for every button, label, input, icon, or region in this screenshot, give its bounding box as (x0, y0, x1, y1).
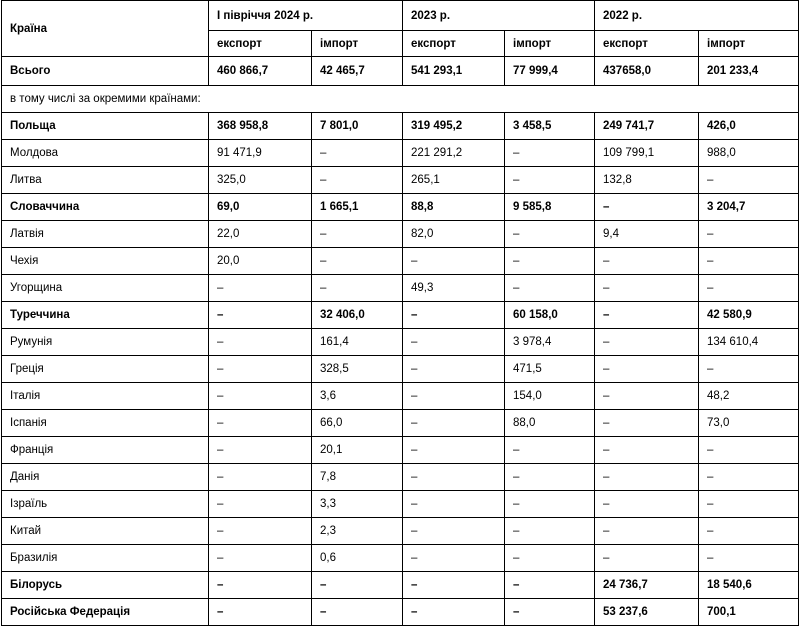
value-cell: – (312, 572, 403, 599)
value-cell: – (403, 410, 505, 437)
value-cell: 9 585,8 (505, 194, 595, 221)
value-cell: 249 741,7 (595, 113, 699, 140)
subtitle-row (2, 86, 799, 113)
value-cell: 69,0 (209, 194, 312, 221)
value-cell: 73,0 (699, 410, 799, 437)
value-cell: 3,3 (312, 491, 403, 518)
value-cell: – (505, 275, 595, 302)
value-cell: 700,1 (699, 599, 799, 626)
value-cell: – (403, 383, 505, 410)
value-cell: – (505, 248, 595, 275)
value-cell: – (209, 275, 312, 302)
value-cell: 471,5 (505, 356, 595, 383)
table-body (2, 1, 799, 626)
table-row (2, 545, 799, 572)
value-cell: – (312, 167, 403, 194)
country-cell: Франція (2, 437, 209, 464)
value-cell: – (209, 437, 312, 464)
import-header: імпорт (505, 31, 595, 57)
value-cell: – (312, 599, 403, 626)
value-cell: 91 471,9 (209, 140, 312, 167)
value-cell: – (209, 599, 312, 626)
value-cell: – (312, 248, 403, 275)
value-cell: 49,3 (403, 275, 505, 302)
value-cell: 3 204,7 (699, 194, 799, 221)
country-column-header: Країна (2, 1, 209, 57)
value-cell: – (699, 464, 799, 491)
country-cell: Угорщина (2, 275, 209, 302)
country-cell: Данія (2, 464, 209, 491)
value-cell: 66,0 (312, 410, 403, 437)
total-value: 201 233,4 (699, 57, 799, 86)
country-cell: Ізраїль (2, 491, 209, 518)
table-row (2, 194, 799, 221)
value-cell: 426,0 (699, 113, 799, 140)
value-cell: – (595, 383, 699, 410)
value-cell: – (505, 221, 595, 248)
table-row (2, 275, 799, 302)
value-cell: 328,5 (312, 356, 403, 383)
value-cell: 2,3 (312, 518, 403, 545)
country-cell: Румунія (2, 329, 209, 356)
value-cell: – (699, 167, 799, 194)
country-cell: Латвія (2, 221, 209, 248)
trade-table (1, 0, 799, 626)
value-cell: 109 799,1 (595, 140, 699, 167)
value-cell: – (505, 167, 595, 194)
value-cell: – (403, 572, 505, 599)
value-cell: 20,0 (209, 248, 312, 275)
value-cell: 161,4 (312, 329, 403, 356)
export-header: експорт (403, 31, 505, 57)
value-cell: 319 495,2 (403, 113, 505, 140)
country-cell: Чехія (2, 248, 209, 275)
value-cell: – (403, 356, 505, 383)
value-cell: – (595, 437, 699, 464)
table-row (2, 221, 799, 248)
country-cell: Іспанія (2, 410, 209, 437)
country-cell: Китай (2, 518, 209, 545)
import-header: імпорт (312, 31, 403, 57)
value-cell: 3,6 (312, 383, 403, 410)
value-cell: – (505, 491, 595, 518)
table-row (2, 302, 799, 329)
value-cell: – (403, 518, 505, 545)
value-cell: – (595, 464, 699, 491)
country-cell: Білорусь (2, 572, 209, 599)
value-cell: – (209, 491, 312, 518)
table-row (2, 410, 799, 437)
country-cell: Туреччина (2, 302, 209, 329)
value-cell: 325,0 (209, 167, 312, 194)
value-cell: – (595, 275, 699, 302)
table-row (2, 356, 799, 383)
value-cell: 18 540,6 (699, 572, 799, 599)
value-cell: – (595, 518, 699, 545)
value-cell: – (699, 545, 799, 572)
value-cell: 82,0 (403, 221, 505, 248)
import-header: імпорт (699, 31, 799, 57)
value-cell: – (312, 221, 403, 248)
value-cell: 1 665,1 (312, 194, 403, 221)
value-cell: 988,0 (699, 140, 799, 167)
country-cell: Бразилія (2, 545, 209, 572)
value-cell: – (595, 356, 699, 383)
value-cell: – (209, 329, 312, 356)
value-cell: – (209, 410, 312, 437)
total-row (2, 57, 799, 86)
value-cell: – (209, 302, 312, 329)
table-row (2, 329, 799, 356)
table-row (2, 572, 799, 599)
value-cell: 32 406,0 (312, 302, 403, 329)
value-cell: 22,0 (209, 221, 312, 248)
value-cell: 60 158,0 (505, 302, 595, 329)
value-cell: 154,0 (505, 383, 595, 410)
table-row (2, 383, 799, 410)
value-cell: 3 458,5 (505, 113, 595, 140)
export-header: експорт (209, 31, 312, 57)
value-cell: 3 978,4 (505, 329, 595, 356)
country-cell: Італія (2, 383, 209, 410)
value-cell: – (505, 599, 595, 626)
period-header-2023: 2023 р. (403, 1, 595, 31)
value-cell: 7,8 (312, 464, 403, 491)
value-cell: – (699, 491, 799, 518)
value-cell: 42 580,9 (699, 302, 799, 329)
table-row (2, 167, 799, 194)
export-header: експорт (595, 31, 699, 57)
value-cell: – (505, 140, 595, 167)
value-cell: 20,1 (312, 437, 403, 464)
value-cell: – (209, 464, 312, 491)
value-cell: 265,1 (403, 167, 505, 194)
value-cell: – (403, 248, 505, 275)
value-cell: – (699, 221, 799, 248)
value-cell: – (403, 329, 505, 356)
table-row (2, 518, 799, 545)
value-cell: – (209, 518, 312, 545)
value-cell: – (595, 491, 699, 518)
total-value: 541 293,1 (403, 57, 505, 86)
value-cell: – (505, 572, 595, 599)
value-cell: – (209, 572, 312, 599)
value-cell: 221 291,2 (403, 140, 505, 167)
value-cell: 132,8 (595, 167, 699, 194)
value-cell: – (505, 437, 595, 464)
country-cell: Російська Федерація (2, 599, 209, 626)
country-cell: Литва (2, 167, 209, 194)
country-cell: Молдова (2, 140, 209, 167)
value-cell: 48,2 (699, 383, 799, 410)
value-cell: 9,4 (595, 221, 699, 248)
header-row-periods (2, 1, 799, 31)
value-cell: – (403, 545, 505, 572)
country-cell: Словаччина (2, 194, 209, 221)
value-cell: – (699, 356, 799, 383)
subtitle-text: в тому числі за окремими країнами: (2, 86, 799, 113)
value-cell: 53 237,6 (595, 599, 699, 626)
value-cell: – (312, 140, 403, 167)
value-cell: – (505, 518, 595, 545)
value-cell: – (699, 248, 799, 275)
value-cell: 368 958,8 (209, 113, 312, 140)
country-cell: Греція (2, 356, 209, 383)
total-value: 460 866,7 (209, 57, 312, 86)
country-cell: Польща (2, 113, 209, 140)
value-cell: – (699, 518, 799, 545)
value-cell: – (699, 437, 799, 464)
value-cell: 0,6 (312, 545, 403, 572)
total-value: 437658,0 (595, 57, 699, 86)
total-value: 77 999,4 (505, 57, 595, 86)
value-cell: – (403, 302, 505, 329)
period-header-2022: 2022 р. (595, 1, 799, 31)
total-value: 42 465,7 (312, 57, 403, 86)
total-label: Всього (2, 57, 209, 86)
value-cell: – (403, 491, 505, 518)
table-row (2, 464, 799, 491)
table-row (2, 491, 799, 518)
value-cell: – (209, 383, 312, 410)
value-cell: 134 610,4 (699, 329, 799, 356)
value-cell: – (699, 275, 799, 302)
table-row (2, 437, 799, 464)
value-cell: – (595, 302, 699, 329)
value-cell: – (505, 464, 595, 491)
value-cell: – (209, 545, 312, 572)
table-row (2, 248, 799, 275)
table-row (2, 599, 799, 626)
value-cell: 7 801,0 (312, 113, 403, 140)
value-cell: 88,0 (505, 410, 595, 437)
value-cell: – (403, 464, 505, 491)
value-cell: 24 736,7 (595, 572, 699, 599)
table-row (2, 113, 799, 140)
value-cell: – (505, 545, 595, 572)
value-cell: – (595, 194, 699, 221)
value-cell: – (595, 329, 699, 356)
value-cell: – (209, 356, 312, 383)
value-cell: – (312, 275, 403, 302)
value-cell: – (595, 410, 699, 437)
value-cell: – (595, 248, 699, 275)
value-cell: 88,8 (403, 194, 505, 221)
value-cell: – (403, 599, 505, 626)
value-cell: – (403, 437, 505, 464)
period-header-2024h1: І півріччя 2024 р. (209, 1, 403, 31)
value-cell: – (595, 545, 699, 572)
table-row (2, 140, 799, 167)
